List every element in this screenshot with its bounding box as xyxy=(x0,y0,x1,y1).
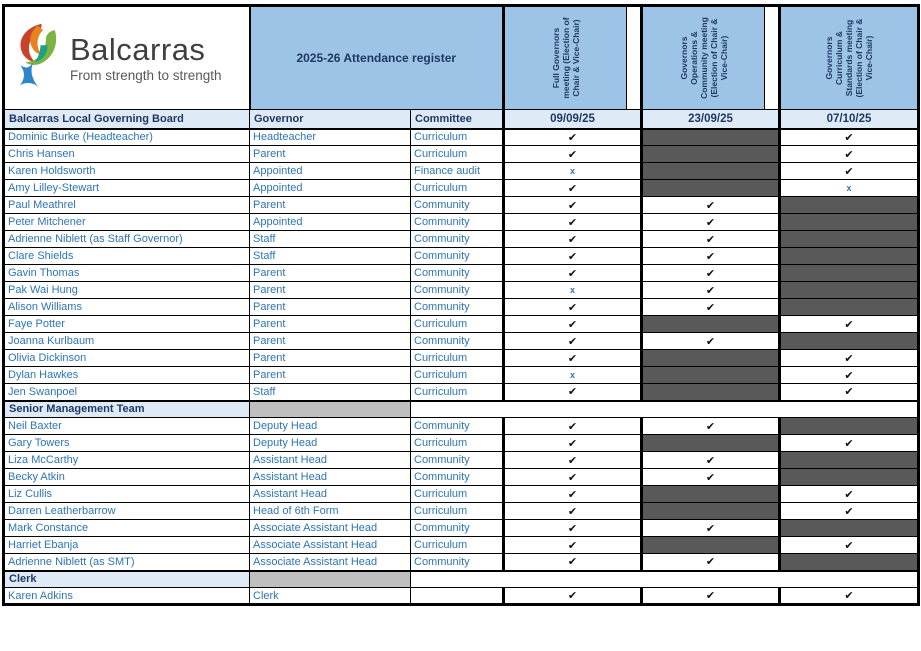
attendance-cell: ✔ xyxy=(504,265,642,282)
attendance-cell xyxy=(780,248,919,265)
attendance-cell: ✔ xyxy=(780,316,919,333)
attendance-cell: ✔ xyxy=(642,418,780,435)
attendance-cell xyxy=(642,537,780,554)
governor-name-cell: Becky Atkin xyxy=(4,469,250,486)
governor-role-cell: Staff xyxy=(250,384,411,401)
attendance-cell: ✔ xyxy=(780,384,919,401)
governor-name-cell: Jen Swanpoel xyxy=(4,384,250,401)
attendance-cell: ✔ xyxy=(780,129,919,146)
governor-role-cell: Appointed xyxy=(250,180,411,197)
register-title: 2025-26 Attendance register xyxy=(250,6,504,110)
governor-role-cell: Parent xyxy=(250,367,411,384)
governor-name-cell: Joanna Kurlbaum xyxy=(4,333,250,350)
attendance-cell xyxy=(642,129,780,146)
governor-name-cell: Alison Williams xyxy=(4,299,250,316)
committee-cell: Community xyxy=(411,418,504,435)
attendance-cell: ✔ xyxy=(642,197,780,214)
attendance-cell: x xyxy=(504,163,642,180)
attendance-cell xyxy=(780,554,919,571)
table-row xyxy=(4,129,919,146)
section-blank-cell xyxy=(411,401,919,418)
attendance-cell xyxy=(642,384,780,401)
governor-role-cell: Parent xyxy=(250,299,411,316)
governor-name-cell: Liza McCarthy xyxy=(4,452,250,469)
attendance-cell: ✔ xyxy=(504,486,642,503)
governor-role-cell: Parent xyxy=(250,316,411,333)
attendance-cell: ✔ xyxy=(504,231,642,248)
committee-cell: Curriculum xyxy=(411,367,504,384)
committee-cell: Community xyxy=(411,469,504,486)
attendance-cell: ✔ xyxy=(504,299,642,316)
attendance-cell: ✔ xyxy=(504,418,642,435)
column-header-board: Balcarras Local Governing Board xyxy=(4,110,250,129)
attendance-cell xyxy=(642,367,780,384)
attendance-cell xyxy=(642,503,780,520)
section-row xyxy=(4,401,919,418)
committee-cell: Community xyxy=(411,265,504,282)
attendance-cell xyxy=(780,231,919,248)
table-row xyxy=(4,299,919,316)
committee-cell: Curriculum xyxy=(411,435,504,452)
governor-role-cell: Parent xyxy=(250,282,411,299)
attendance-cell: ✔ xyxy=(780,367,919,384)
table-row xyxy=(4,554,919,571)
governor-name-cell: Olivia Dickinson xyxy=(4,350,250,367)
governor-role-cell: Staff xyxy=(250,231,411,248)
governor-role-cell: Assistant Head xyxy=(250,469,411,486)
attendance-cell xyxy=(780,333,919,350)
committee-cell: Curriculum xyxy=(411,503,504,520)
governor-name-cell: Dylan Hawkes xyxy=(4,367,250,384)
governor-name-cell: Gavin Thomas xyxy=(4,265,250,282)
governor-role-cell: Clerk xyxy=(250,588,411,605)
governor-name-cell: Adrienne Niblett (as SMT) xyxy=(4,554,250,571)
attendance-cell xyxy=(642,350,780,367)
governor-name-cell: Adrienne Niblett (as Staff Governor) xyxy=(4,231,250,248)
attendance-cell: x xyxy=(504,282,642,299)
governor-role-cell: Associate Assistant Head xyxy=(250,520,411,537)
meeting-name-3: Governors Curriculum & Standards meeting (Election of Chair & Vice-Chair) xyxy=(823,18,875,98)
attendance-cell: ✔ xyxy=(780,486,919,503)
meeting-date-cell-2: 23/09/25 xyxy=(642,110,780,129)
table-row xyxy=(4,452,919,469)
governor-name-cell: Karen Adkins xyxy=(4,588,250,605)
governor-name-cell: Chris Hansen xyxy=(4,146,250,163)
attendance-cell: ✔ xyxy=(780,435,919,452)
attendance-cell: ✔ xyxy=(642,588,780,605)
attendance-cell: ✔ xyxy=(642,248,780,265)
table-row xyxy=(4,418,919,435)
table-row xyxy=(4,537,919,554)
governor-role-cell: Appointed xyxy=(250,163,411,180)
section-row xyxy=(4,571,919,588)
committee-cell: Finance audit xyxy=(411,163,504,180)
table-row xyxy=(4,367,919,384)
table-row xyxy=(4,350,919,367)
governor-name-cell: Dominic Burke (Headteacher) xyxy=(4,129,250,146)
section-blank-cell xyxy=(411,571,919,588)
logo-title: Balcarras xyxy=(70,31,206,67)
table-row xyxy=(4,503,919,520)
table-row xyxy=(4,146,919,163)
committee-cell: Community xyxy=(411,299,504,316)
governor-role-cell: Assistant Head xyxy=(250,452,411,469)
attendance-cell xyxy=(780,214,919,231)
committee-cell: Curriculum xyxy=(411,129,504,146)
table-row xyxy=(4,163,919,180)
attendance-cell xyxy=(780,469,919,486)
attendance-cell: ✔ xyxy=(780,163,919,180)
attendance-cell: ✔ xyxy=(504,588,642,605)
governor-role-cell: Assistant Head xyxy=(250,486,411,503)
attendance-cell xyxy=(642,435,780,452)
attendance-cell xyxy=(780,197,919,214)
attendance-cell: ✔ xyxy=(642,469,780,486)
governor-role-cell: Parent xyxy=(250,146,411,163)
table-body xyxy=(4,129,919,605)
table-row xyxy=(4,316,919,333)
attendance-cell: ✔ xyxy=(780,146,919,163)
committee-cell: Community xyxy=(411,231,504,248)
attendance-cell: ✔ xyxy=(642,333,780,350)
governor-role-cell: Staff xyxy=(250,248,411,265)
attendance-cell xyxy=(780,520,919,537)
section-title-cell: Senior Management Team xyxy=(4,401,250,418)
governor-role-cell: Deputy Head xyxy=(250,418,411,435)
attendance-cell: ✔ xyxy=(504,197,642,214)
attendance-cell: ✔ xyxy=(642,554,780,571)
table-row xyxy=(4,282,919,299)
attendance-cell: ✔ xyxy=(642,231,780,248)
governor-name-cell: Liz Cullis xyxy=(4,486,250,503)
attendance-cell: x xyxy=(504,367,642,384)
meeting-header-cell-2 xyxy=(642,6,780,110)
table-row xyxy=(4,469,919,486)
attendance-cell: ✔ xyxy=(780,537,919,554)
attendance-cell: ✔ xyxy=(780,588,919,605)
committee-cell: Curriculum xyxy=(411,537,504,554)
governor-role-cell: Associate Assistant Head xyxy=(250,554,411,571)
balcarras-swirl-tree-icon xyxy=(11,21,61,96)
attendance-cell: ✔ xyxy=(780,350,919,367)
column-header-committee: Committee xyxy=(411,110,504,129)
attendance-cell xyxy=(780,282,919,299)
attendance-register-table xyxy=(2,4,920,606)
attendance-cell: ✔ xyxy=(504,248,642,265)
attendance-cell: ✔ xyxy=(642,299,780,316)
attendance-cell: ✔ xyxy=(642,265,780,282)
attendance-cell: ✔ xyxy=(642,214,780,231)
section-title-cell: Clerk xyxy=(4,571,250,588)
committee-cell xyxy=(411,588,504,605)
committee-cell: Curriculum xyxy=(411,316,504,333)
table-row xyxy=(4,197,919,214)
table-row xyxy=(4,384,919,401)
school-logo xyxy=(4,6,250,110)
attendance-cell: ✔ xyxy=(504,316,642,333)
attendance-cell: ✔ xyxy=(504,520,642,537)
committee-cell: Curriculum xyxy=(411,486,504,503)
attendance-cell: ✔ xyxy=(504,333,642,350)
attendance-cell: ✔ xyxy=(504,435,642,452)
table-row xyxy=(4,588,919,605)
attendance-cell xyxy=(642,180,780,197)
governor-name-cell: Paul Meathrel xyxy=(4,197,250,214)
governor-role-cell: Associate Assistant Head xyxy=(250,537,411,554)
committee-cell: Community xyxy=(411,197,504,214)
attendance-cell: ✔ xyxy=(504,146,642,163)
committee-cell: Curriculum xyxy=(411,146,504,163)
committee-cell: Community xyxy=(411,520,504,537)
table-row xyxy=(4,520,919,537)
committee-cell: Community xyxy=(411,452,504,469)
committee-cell: Community xyxy=(411,282,504,299)
column-header-governor: Governor xyxy=(250,110,411,129)
column-header-row xyxy=(4,110,919,129)
committee-cell: Community xyxy=(411,248,504,265)
committee-cell: Curriculum xyxy=(411,350,504,367)
governor-name-cell: Faye Potter xyxy=(4,316,250,333)
governor-name-cell: Pak Wai Hung xyxy=(4,282,250,299)
attendance-cell: ✔ xyxy=(504,350,642,367)
governor-role-cell: Parent xyxy=(250,333,411,350)
attendance-cell: ✔ xyxy=(504,452,642,469)
table-row xyxy=(4,333,919,350)
table-row xyxy=(4,180,919,197)
meeting-date-cell-1: 09/09/25 xyxy=(504,110,642,129)
meeting-date-cell-3: 07/10/25 xyxy=(780,110,919,129)
committee-cell: Curriculum xyxy=(411,180,504,197)
governor-name-cell: Mark Constance xyxy=(4,520,250,537)
governor-name-cell: Clare Shields xyxy=(4,248,250,265)
committee-cell: Community xyxy=(411,333,504,350)
attendance-cell xyxy=(780,418,919,435)
table-row xyxy=(4,248,919,265)
attendance-cell: ✔ xyxy=(642,520,780,537)
governor-role-cell: Head of 6th Form xyxy=(250,503,411,520)
logo-header-row xyxy=(4,6,919,110)
governor-role-cell: Deputy Head xyxy=(250,435,411,452)
governor-name-cell: Gary Towers xyxy=(4,435,250,452)
governor-role-cell: Parent xyxy=(250,265,411,282)
attendance-cell xyxy=(642,146,780,163)
governor-role-cell: Parent xyxy=(250,197,411,214)
attendance-cell: x xyxy=(780,180,919,197)
table-row xyxy=(4,486,919,503)
meeting-header-cell-1 xyxy=(504,6,642,110)
governor-name-cell: Harriet Ebanja xyxy=(4,537,250,554)
governor-name-cell: Darren Leatherbarrow xyxy=(4,503,250,520)
attendance-cell xyxy=(642,486,780,503)
governor-name-cell: Neil Baxter xyxy=(4,418,250,435)
table-row xyxy=(4,231,919,248)
attendance-cell: ✔ xyxy=(504,469,642,486)
attendance-cell xyxy=(780,265,919,282)
attendance-cell: ✔ xyxy=(780,503,919,520)
table-row xyxy=(4,435,919,452)
attendance-cell: ✔ xyxy=(504,214,642,231)
governor-name-cell: Karen Holdsworth xyxy=(4,163,250,180)
committee-cell: Curriculum xyxy=(411,384,504,401)
meeting-name-1: Full Governors meeting (Election of Chair & Vice-Chair) xyxy=(550,17,581,99)
meeting-name-2: Governors Operations & Community meeting (Election of Chair & Vice-Chair) xyxy=(678,17,729,99)
table-row xyxy=(4,214,919,231)
attendance-cell: ✔ xyxy=(642,282,780,299)
governor-role-cell: Headteacher xyxy=(250,129,411,146)
section-gray-cell xyxy=(250,571,411,588)
governor-name-cell: Amy Lilley-Stewart xyxy=(4,180,250,197)
attendance-cell: ✔ xyxy=(504,554,642,571)
attendance-cell: ✔ xyxy=(642,452,780,469)
attendance-cell: ✔ xyxy=(504,537,642,554)
section-gray-cell xyxy=(250,401,411,418)
attendance-cell xyxy=(780,452,919,469)
attendance-cell: ✔ xyxy=(504,384,642,401)
committee-cell: Community xyxy=(411,554,504,571)
attendance-cell xyxy=(642,163,780,180)
logo-tagline: From strength to strength xyxy=(70,67,222,83)
governor-role-cell: Parent xyxy=(250,350,411,367)
governor-role-cell: Appointed xyxy=(250,214,411,231)
governor-name-cell: Peter Mitchener xyxy=(4,214,250,231)
attendance-cell: ✔ xyxy=(504,129,642,146)
attendance-cell xyxy=(642,316,780,333)
meeting-header-cell-3 xyxy=(780,6,919,110)
committee-cell: Community xyxy=(411,214,504,231)
attendance-cell xyxy=(780,299,919,316)
table-row xyxy=(4,265,919,282)
attendance-cell: ✔ xyxy=(504,503,642,520)
attendance-cell: ✔ xyxy=(504,180,642,197)
